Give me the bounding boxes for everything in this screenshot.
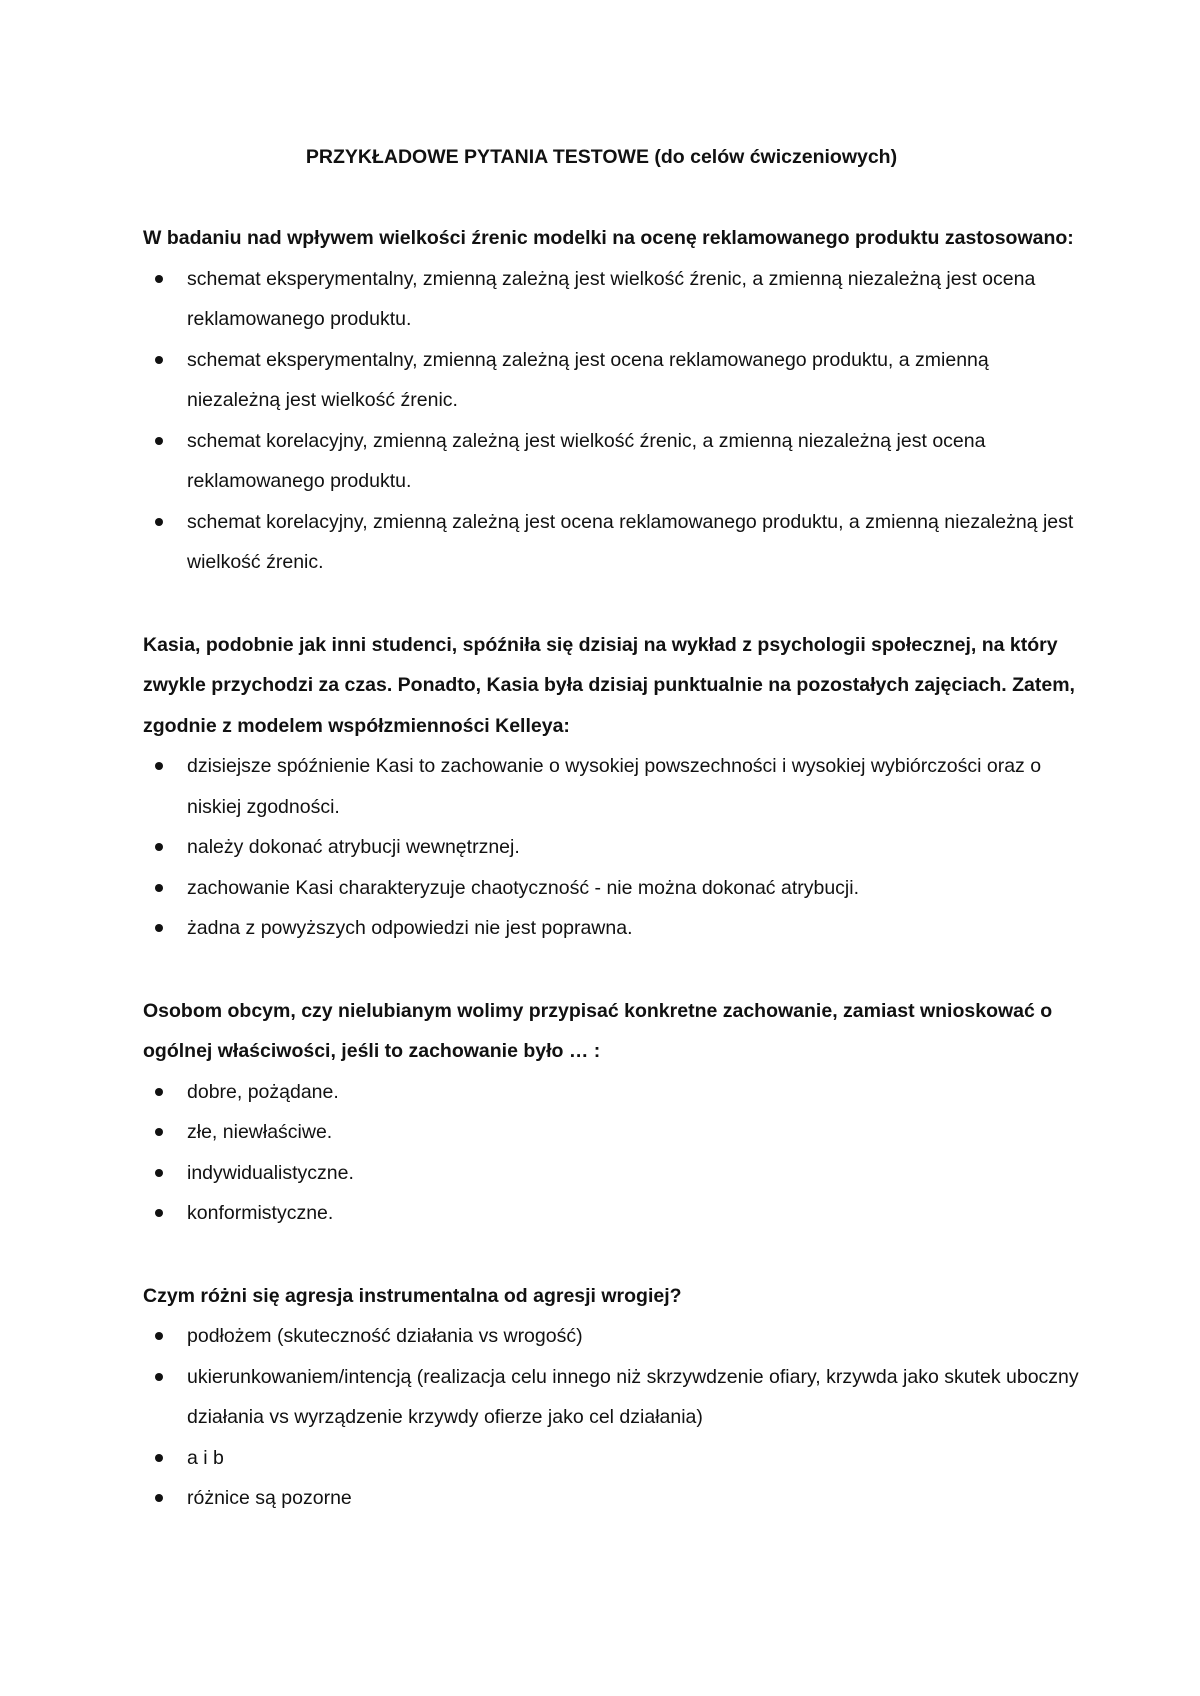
question-text: W badaniu nad wpływem wielkości źrenic modelki na ocenę reklamowanego produktu zastosowano: [143, 227, 1074, 249]
answer-option [143, 908, 1087, 949]
answer-option [143, 827, 1087, 868]
answer-options [143, 259, 1080, 583]
answer-options [143, 1316, 1080, 1519]
answer-option [143, 1193, 1087, 1234]
answer-option [143, 340, 1087, 421]
bullet-icon [155, 762, 163, 770]
answer-option-label: schemat korelacyjny, zmienną zależną jest ocena reklamowanego produktu, a zmienną niezależną jest wielkość źrenic. [187, 510, 1074, 573]
bullet-icon [155, 1209, 163, 1217]
bullet-icon [155, 1454, 163, 1462]
question-4 [143, 1276, 1080, 1519]
answer-option [143, 1438, 1087, 1479]
answer-option-label: a i b [187, 1446, 224, 1469]
answer-option [143, 868, 1087, 909]
answer-option-label: indywidualistyczne. [187, 1161, 354, 1184]
answer-option [143, 1112, 1087, 1153]
bullet-icon [155, 1332, 163, 1340]
answer-options [143, 746, 1080, 949]
answer-option [143, 1357, 1087, 1438]
bullet-icon [155, 518, 163, 526]
bullet-icon [155, 843, 163, 851]
answer-option-label: podłożem (skuteczność działania vs wrogość) [187, 1325, 583, 1347]
answer-option [143, 746, 1087, 827]
answer-option [143, 1316, 1087, 1357]
answer-option-label: należy dokonać atrybucji wewnętrznej. [187, 836, 520, 858]
answer-option [143, 1153, 1087, 1194]
document-title: PRZYKŁADOWE PYTANIA TESTOWE (do celów ćwiczeniowych) [305, 146, 898, 168]
question-3 [143, 991, 1080, 1234]
question-1 [143, 218, 1080, 583]
question-text: Osobom obcym, czy nielubianym wolimy przypisać konkretne zachowanie, zamiast wnioskować o ogólnej właściwości, jeśli to zachowanie było … : [143, 999, 1053, 1062]
answer-option [143, 421, 1087, 502]
answer-option-label: złe, niewłaściwe. [187, 1121, 333, 1143]
bullet-icon [155, 1088, 163, 1096]
bullet-icon [155, 1494, 163, 1502]
answer-option [143, 1072, 1087, 1113]
answer-option-label: żadna z powyższych odpowiedzi nie jest poprawna. [187, 917, 633, 939]
bullet-icon [155, 275, 163, 283]
answer-option-label: schemat korelacyjny, zmienną zależną jest wielkość źrenic, a zmienną niezależną jest ocena reklamowanego produktu. [187, 429, 986, 492]
question-text: Czym różni się agresja instrumentalna od agresji wrogiej? [143, 1284, 682, 1307]
bullet-icon [155, 1169, 163, 1177]
answer-option [143, 259, 1087, 340]
answer-option-label: dobre, pożądane. [187, 1080, 339, 1103]
bullet-icon [155, 437, 163, 445]
answer-option [143, 1478, 1087, 1519]
answer-option [143, 502, 1087, 583]
question-2 [143, 625, 1080, 949]
question-text: Kasia, podobnie jak inni studenci, spóźniła się dzisiaj na wykład z psychologii społecznej, na który zwykle przychodzi za czas. Ponadto, Kasia była dzisiaj punktualnie na pozostałych zajęciach. Zatem, zgodnie z modelem współzmienności Kelleya: [143, 633, 1075, 737]
answer-options [143, 1072, 1080, 1234]
bullet-icon [155, 1373, 163, 1381]
answer-option-label: różnice są pozorne [187, 1487, 352, 1509]
bullet-icon [155, 356, 163, 364]
bullet-icon [155, 1128, 163, 1136]
answer-option-label: konformistyczne. [187, 1202, 334, 1224]
bullet-icon [155, 924, 163, 932]
answer-option-label: schemat eksperymentalny, zmienną zależną jest ocena reklamowanego produktu, a zmienną niezależną jest wielkość źrenic. [187, 348, 989, 411]
answer-option-label: dzisiejsze spóźnienie Kasi to zachowanie o wysokiej powszechności i wysokiej wybiórczości oraz o niskiej zgodności. [187, 755, 1042, 818]
bullet-icon [155, 884, 163, 892]
answer-option-label: zachowanie Kasi charakteryzuje chaotyczność - nie można dokonać atrybucji. [187, 876, 860, 899]
answer-option-label: schemat eksperymentalny, zmienną zależną jest wielkość źrenic, a zmienną niezależną jest ocena reklamowanego produktu. [187, 267, 1036, 330]
answer-option-label: ukierunkowaniem/intencją (realizacja celu innego niż skrzywdzenie ofiary, krzywda jako skutek uboczny działania vs wyrządzenie krzywdy ofierze jako cel działania) [187, 1365, 1079, 1428]
